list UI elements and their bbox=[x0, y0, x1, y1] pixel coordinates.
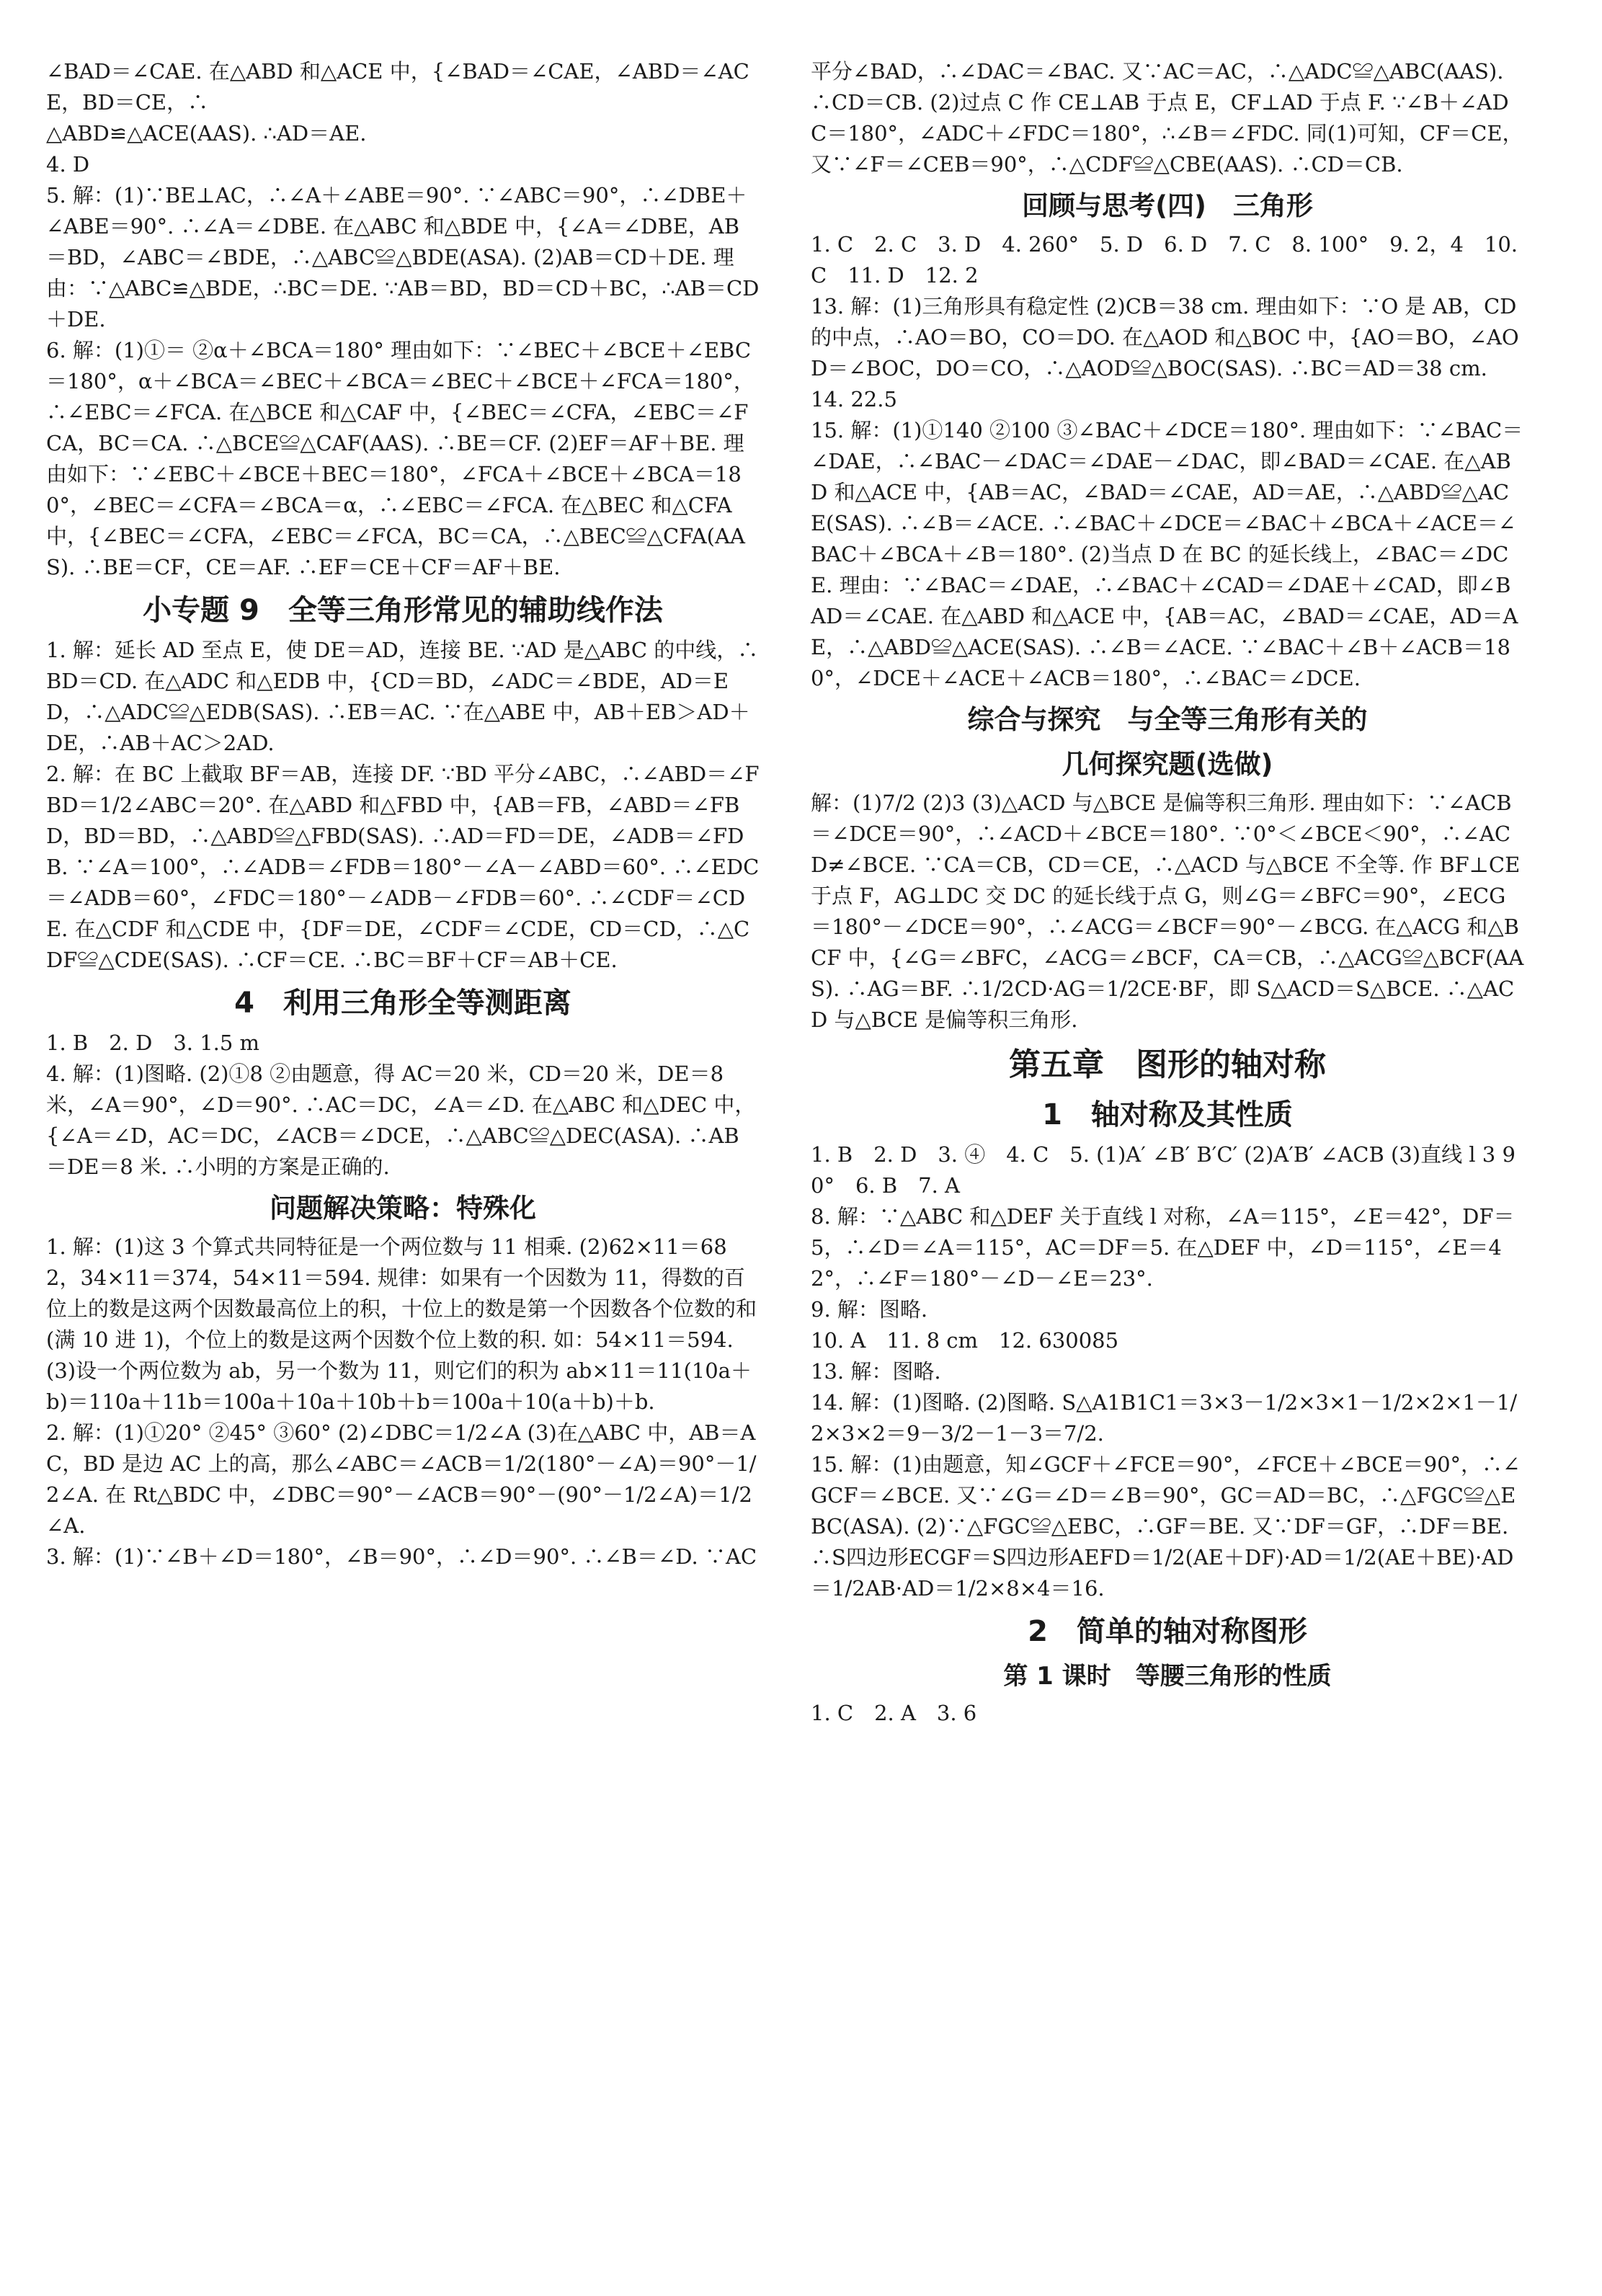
answer-paragraph: △ABD≌△ACE(AAS). ∴AD＝AE. bbox=[46, 121, 367, 146]
answer-paragraph: 2. 解：(1)①20° ②45° ③60° (2)∠DBC＝1/2∠A (3)在△ABC 中，AB＝AC，BD 是边 AC 上的高，那么∠ABC＝∠ACB＝1/2(180°－∠A)＝90°－1/2∠A. 在 Rt△BDC 中，∠DBC＝90°－∠ACB＝90°－(90°－1/2∠A)＝1/2∠A. bbox=[46, 1420, 757, 1538]
answer-paragraph: 解：(1)7/2 (2)3 (3)△ACD 与△BCE 是偏等积三角形. 理由如下：∵∠ACB＝∠DCE＝90°，∴∠ACD＋∠BCE＝180°. ∵0°＜∠BCE＜90°，∴∠ACD≠∠BCE. ∵CA＝CB，CD＝CE，∴△ACD 与△BCE 不全等. 作 BF⊥CE 于点 F，AG⊥DC 交 DC 的延长线于点 G，则∠G＝∠BFC＝90°，∠ECG＝180°－∠DCE＝90°，∴∠ACG＝∠BCF＝90°－∠BCG. 在△ACG 和△BCF 中，{∠G＝∠BFC，∠ACG＝∠BCF，CA＝CB，∴△ACG≌△BCF(AAS). ∴AG＝BF. ∴1/2CD·AG＝1/2CE·BF，即 S△ACD＝S△BCE. ∴△ACD 与△BCE 是偏等积三角形. bbox=[811, 791, 1524, 1032]
answer-paragraph: 14. 解：(1)图略. (2)图略. S△A1B1C1＝3×3－1/2×3×1－1/2×2×1－1/2×3×2＝9－3/2－1－3＝7/2. bbox=[811, 1390, 1518, 1446]
section-heading: 综合与探究 与全等三角形有关的 bbox=[967, 704, 1368, 735]
answer-paragraph: 14. 22.5 bbox=[811, 387, 897, 411]
answer-paragraph: 2. 解：在 BC 上截取 BF＝AB，连接 DF. ∵BD 平分∠ABC，∴∠ABD＝∠FBD＝1/2∠ABC＝20°. 在△ABD 和△FBD 中，{AB＝FB，∠ABD＝∠FBD，BD＝BD，∴△ABD≌△FBD(SAS). ∴AD＝FD＝DE，∠ADB＝∠FDB. ∵∠A＝100°，∴∠ADB＝∠FDB＝180°－∠A－∠ABD＝60°. ∴∠EDC＝∠ADB＝60°，∠FDC＝180°－∠ADB－∠FDB＝60°. ∴∠CDF＝∠CDE. 在△CDF 和△CDE 中，{DF＝DE，∠CDF＝∠CDE，CD＝CD，∴△CDF≌△CDE(SAS). ∴CF＝CE. ∴BC＝BF＋CF＝AB＋CE. bbox=[46, 762, 760, 972]
right-column bbox=[811, 56, 1524, 1729]
answer-paragraph: 1. 解：(1)这 3 个算式共同特征是一个两位数与 11 相乘. (2)62×11＝682，34×11＝374，54×11＝594. 规律：如果有一个因数为 11，得数的百位上的数是这两个因数最高位上的积，十位上的数是第一个因数各个位数的和(满 10 进 1)，个位上的数是这两个因数个位上数的积. 如：54×11＝594. (3)设一个两位数为 ab，另一个数为 11，则它们的积为 ab×11＝11(10a＋b)＝110a＋11b＝100a＋10a＋10b＋b＝100a＋10(a＋b)＋b. bbox=[46, 1234, 757, 1414]
answer-paragraph: 6. 解：(1)①＝ ②α＋∠BCA＝180° 理由如下：∵∠BEC＋∠BCE＋∠EBC＝180°，α＋∠BCA＝∠BEC＋∠BCA＝∠BEC＋∠BCE＋∠FCA＝180°，∴∠EBC＝∠FCA. 在△BCE 和△CAF 中，{∠BEC＝∠CFA，∠EBC＝∠FCA，BC＝CA. ∴△BCE≌△CAF(AAS). ∴BE＝CF. (2)EF＝AF＋BE. 理由如下：∵∠EBC＋∠BCE＋BEC＝180°，∠FCA＋∠BCE＋∠BCA＝180°，∠BEC＝∠CFA＝∠BCA＝α，∴∠EBC＝∠FCA. 在△BEC 和△CFA 中，{∠BEC＝∠CFA，∠EBC＝∠FCA，BC＝CA，∴△BEC≌△CFA(AAS). ∴BE＝CF，CE＝AF. ∴EF＝CE＋CF＝AF＋BE. bbox=[46, 338, 755, 579]
answer-paragraph: 3. 解：(1)∵∠B＋∠D＝180°，∠B＝90°，∴∠D＝90°. ∴∠B＝∠D. ∵AC bbox=[46, 1544, 757, 1569]
answer-paragraph: 15. 解：(1)①140 ②100 ③∠BAC＋∠DCE＝180°. 理由如下：∵∠BAC＝∠DAE，∴∠BAC－∠DAC＝∠DAE－∠DAC，即∠BAD＝∠CAE. 在△ABD 和△ACE 中，{AB＝AC，∠BAD＝∠CAE，AD＝AE，∴△ABD≌△ACE(SAS). ∴∠B＝∠ACE. ∴∠BAC＋∠DCE＝∠BAC＋∠BCA＋∠ACE＝∠BAC＋∠BCA＋∠B＝180°. (2)当点 D 在 BC 的延长线上，∠BAC＝∠DCE. 理由：∵∠BAC＝∠DAE，∴∠BAC＋∠CAD＝∠DAE＋∠CAD，即∠BAD＝∠CAE. 在△ABD 和△ACE 中，{AB＝AC，∠BAD＝∠CAE，AD＝AE，∴△ABD≌△ACE(SAS). ∴∠B＝∠ACE. ∵∠BAC＋∠B＋∠ACB＝180°，∠DCE＋∠ACE＋∠ACB＝180°，∴∠BAC＝∠DCE. bbox=[811, 418, 1523, 690]
answer-paragraph: 13. 解：图略. bbox=[811, 1359, 941, 1384]
answer-paragraph: 4. D bbox=[46, 152, 90, 177]
section-heading: 2 简单的轴对称图形 bbox=[1028, 1615, 1307, 1648]
section-heading: 几何探究题(选做) bbox=[1062, 749, 1273, 780]
answer-paragraph: 5. 解：(1)∵BE⊥AC，∴∠A＋∠ABE＝90°. ∵∠ABC＝90°，∴∠DBE＋∠ABE＝90°. ∴∠A＝∠DBE. 在△ABC 和△BDE 中，{∠A＝∠DBE，AB＝BD，∠ABC＝∠BDE，∴△ABC≌△BDE(ASA). (2)AB＝CD＋DE. 理由：∵△ABC≌△BDE，∴BC＝DE. ∵AB＝BD，BD＝CD＋BC，∴AB＝CD＋DE. bbox=[46, 183, 760, 332]
answer-paragraph: 1. 解：延长 AD 至点 E，使 DE＝AD，连接 BE. ∵AD 是△ABC 的中线，∴BD＝CD. 在△ADC 和△EDB 中，{CD＝BD，∠ADC＝∠BDE，AD＝ED，∴△ADC≌△EDB(SAS). ∴EB＝AC. ∵在△ABE 中，AB＋EB＞AD＋DE，∴AB＋AC＞2AD. bbox=[46, 638, 759, 755]
section-heading: 回顾与思考(四) 三角形 bbox=[1022, 190, 1313, 221]
section-heading: 问题解决策略：特殊化 bbox=[270, 1193, 536, 1224]
left-column bbox=[46, 56, 760, 1572]
answer-paragraph: ∠BAD＝∠CAE. 在△ABD 和△ACE 中，{∠BAD＝∠CAE，∠ABD＝∠ACE，BD＝CE，∴ bbox=[46, 59, 749, 115]
section-heading: 1 轴对称及其性质 bbox=[1042, 1098, 1293, 1131]
answer-paragraph: 13. 解：(1)三角形具有稳定性 (2)CB＝38 cm. 理由如下：∵O 是 AB，CD 的中点，∴AO＝BO，CO＝DO. 在△AOD 和△BOC 中，{AO＝BO，∠AOD＝∠BOC，DO＝CO，∴△AOD≌△BOC(SAS). ∴BC＝AD＝38 cm. bbox=[811, 294, 1519, 381]
section-heading: 小专题 9 全等三角形常见的辅助线作法 bbox=[143, 594, 663, 627]
section-heading: 第 1 课时 等腰三角形的性质 bbox=[1003, 1662, 1332, 1691]
answer-paragraph: 9. 解：图略. bbox=[811, 1297, 928, 1322]
section-heading: 4 利用三角形全等测距离 bbox=[234, 987, 571, 1020]
answer-paragraph: 10. A 11. 8 cm 12. 630085 bbox=[811, 1328, 1119, 1353]
answer-paragraph: 1. B 2. D 3. 1.5 m bbox=[46, 1031, 260, 1055]
answer-paragraph: 15. 解：(1)由题意，知∠GCF＋∠FCE＝90°，∠FCE＋∠BCE＝90°，∴∠GCF＝∠BCE. 又∵∠G＝∠D＝∠B＝90°，GC＝AD＝BC，∴△FGC≌△EBC(ASA). (2)∵△FGC≌△EBC，∴GF＝BE. 又∵DF＝GF，∴DF＝BE. ∴S四边形ECGF＝S四边形AEFD＝1/2(AE＋DF)·AD＝1/2(AE＋BE)·AD＝1/2AB·AD＝1/2×8×4＝16. bbox=[811, 1452, 1521, 1601]
section-heading: 第五章 图形的轴对称 bbox=[1009, 1046, 1326, 1083]
answer-paragraph: 1. C 2. A 3. 6 bbox=[811, 1701, 977, 1725]
answer-paragraph: 4. 解：(1)图略. (2)①8 ②由题意，得 AC＝20 米，CD＝20 米，DE＝8 米，∠A＝90°，∠D＝90°. ∴AC＝DC，∠A＝∠D. 在△ABC 和△DEC 中，{∠A＝∠D，AC＝DC，∠ACB＝∠DCE，∴△ABC≌△DEC(ASA). ∴AB＝DE＝8 米. ∴小明的方案是正确的. bbox=[46, 1062, 756, 1179]
answer-paragraph: 1. B 2. D 3. ④ 4. C 5. (1)A′ ∠B′ B′C′ (2)A′B′ ∠ACB (3)直线 l 3 90° 6. B 7. A bbox=[811, 1142, 1516, 1198]
answer-paragraph: 1. C 2. C 3. D 4. 260° 5. D 6. D 7. C 8. 100° 9. 2，4 10. C 11. D 12. 2 bbox=[811, 232, 1518, 288]
answer-paragraph: 8. 解：∵△ABC 和△DEF 关于直线 l 对称，∠A＝115°，∠E＝42°，DF＝5，∴∠D＝∠A＝115°，AC＝DF＝5. 在△DEF 中，∠D＝115°，∠E＝42°，∴∠F＝180°－∠D－∠E＝23°. bbox=[811, 1204, 1515, 1291]
answer-paragraph: 平分∠BAD，∴∠DAC＝∠BAC. 又∵AC＝AC，∴△ADC≌△ABC(AAS). ∴CD＝CB. (2)过点 C 作 CE⊥AB 于点 E，CF⊥AD 于点 F. ∵∠B＋∠ADC＝180°，∠ADC＋∠FDC＝180°，∴∠B＝∠FDC. 同(1)可知，CF＝CE，又∵∠F＝∠CEB＝90°，∴△CDF≌△CBE(AAS). ∴CD＝CB. bbox=[811, 59, 1523, 177]
